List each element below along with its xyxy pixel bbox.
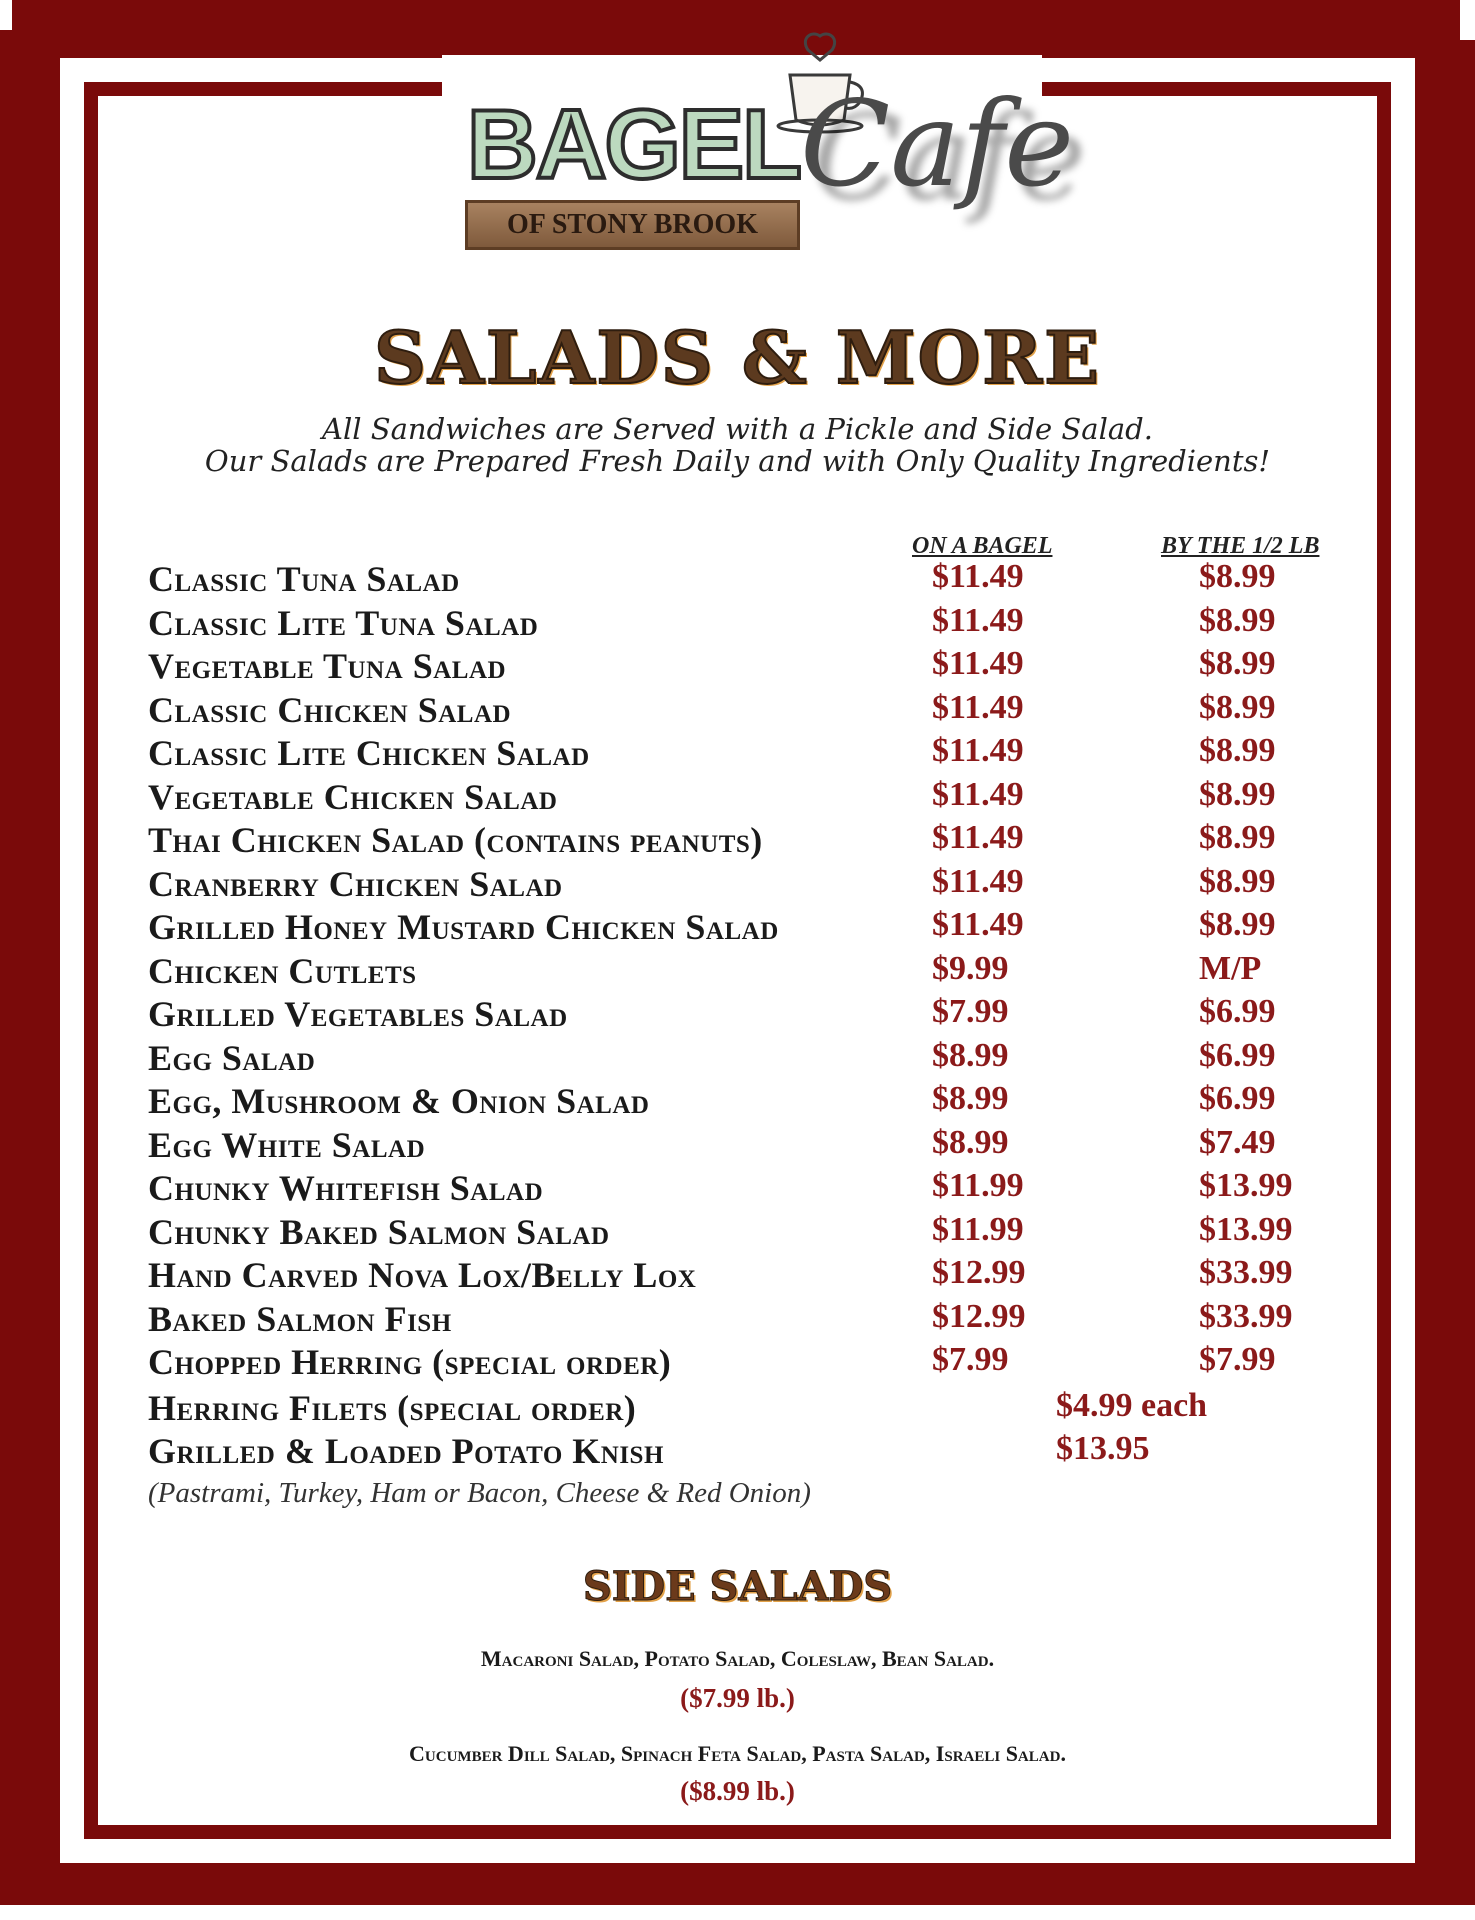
menu-item-price-bagel: $7.99 <box>932 1341 1009 1378</box>
bagel-cafe-logo <box>455 15 1075 285</box>
menu-item-name: Thai Chicken Salad (contains peanuts) <box>148 820 763 860</box>
menu-item-row <box>148 993 1348 1036</box>
menu-item-row <box>148 645 1348 688</box>
menu-item-price-bagel: $11.49 <box>932 819 1024 856</box>
page-title: SALADS & MORE <box>373 315 1102 400</box>
subtitle-line-1: All Sandwiches are Served with a Pickle and Side Salad. <box>322 412 1153 446</box>
column-header-half-lb: BY THE 1/2 LB <box>1161 533 1320 559</box>
frame-bottom-gap <box>0 1905 1475 1920</box>
menu-item-name: Classic Tuna Salad <box>148 559 460 599</box>
menu-item-price-half-lb: $13.99 <box>1199 1167 1293 1204</box>
menu-item-price-half-lb: $7.99 <box>1199 1341 1276 1378</box>
knish-note: (Pastrami, Turkey, Ham or Bacon, Cheese & Red Onion) <box>148 1477 811 1509</box>
logo-location-text: OF STONY BROOK <box>506 209 758 240</box>
menu-item-price: $13.95 <box>1056 1430 1150 1467</box>
menu-item-price-bagel: $12.99 <box>932 1297 1026 1335</box>
menu-item-price-bagel: $9.99 <box>932 949 1009 987</box>
menu-item-price-bagel: $11.49 <box>932 862 1024 900</box>
menu-item-name: Classic Lite Tuna Salad <box>148 602 539 643</box>
subtitle-line-2: Our Salads are Prepared Fresh Daily and with Only Quality Ingredients! <box>204 444 1271 478</box>
menu-item-name: Grilled Honey Mustard Chicken Salad <box>148 907 779 947</box>
menu-item-price-half-lb: $8.99 <box>1199 906 1276 943</box>
menu-item-price-bagel: $11.49 <box>932 645 1024 682</box>
menu-item-row <box>148 863 1348 906</box>
menu-item-name: Grilled & Loaded Potato Knish <box>148 1431 664 1471</box>
side-salads-price-1: ($7.99 lb.) <box>680 1683 795 1713</box>
menu-item-row <box>148 558 1348 601</box>
menu-item-row <box>148 1167 1348 1210</box>
menu-item-price-half-lb: $33.99 <box>1199 1297 1293 1335</box>
menu-item-price-half-lb: M/P <box>1199 949 1262 987</box>
menu-item-price-bagel: $8.99 <box>932 1123 1009 1161</box>
menu-item-price-half-lb: $7.49 <box>1199 1123 1276 1161</box>
menu-item-price-half-lb: $8.99 <box>1199 819 1276 856</box>
menu-item-price-bagel: $11.49 <box>932 601 1024 639</box>
menu-item-row <box>148 1037 1348 1080</box>
menu-item-row <box>148 776 1348 819</box>
menu-item-price-half-lb: $8.99 <box>1199 862 1276 900</box>
menu-item-price-half-lb: $8.99 <box>1199 645 1276 682</box>
menu-item-price: $4.99 each <box>1056 1387 1208 1424</box>
side-salads-group-1: Macaroni Salad, Potato Salad, Coleslaw, Bean Salad. <box>480 1646 995 1671</box>
menu-item-price-bagel: $11.49 <box>932 732 1024 769</box>
frame-corner-gap <box>1460 0 1475 40</box>
menu-item-price-bagel: $8.99 <box>932 1080 1009 1117</box>
menu-item-row <box>148 1387 1348 1430</box>
menu-item-row <box>148 1080 1348 1123</box>
menu-item-price-bagel: $11.99 <box>932 1210 1024 1248</box>
menu-item-price-half-lb: $8.99 <box>1199 688 1276 726</box>
menu-item-name: Baked Salmon Fish <box>148 1298 452 1339</box>
menu-item-price-half-lb: $8.99 <box>1199 775 1276 813</box>
menu-item-name: Classic Lite Chicken Salad <box>148 733 590 773</box>
menu-item-row <box>148 602 1348 645</box>
menu-item-price-half-lb: $6.99 <box>1199 993 1276 1030</box>
menu-item-price-half-lb: $8.99 <box>1199 558 1276 595</box>
column-header-bagel: ON A BAGEL <box>912 533 1053 559</box>
menu-item-price-bagel: $8.99 <box>932 1036 1009 1074</box>
menu-item-row <box>148 950 1348 993</box>
menu-item-price-bagel: $11.49 <box>932 558 1024 595</box>
menu-item-name: Egg, Mushroom & Onion Salad <box>148 1081 650 1121</box>
menu-item-row <box>148 1124 1348 1167</box>
menu-item-name: Vegetable Chicken Salad <box>148 776 558 817</box>
menu-item-row <box>148 1211 1348 1254</box>
menu-item-name: Vegetable Tuna Salad <box>148 646 507 686</box>
side-salads-group-2: Cucumber Dill Salad, Spinach Feta Salad, Pasta Salad, Israeli Salad. <box>409 1741 1066 1766</box>
menu-item-name: Grilled Vegetables Salad <box>148 994 568 1034</box>
menu-item-price-half-lb: $8.99 <box>1199 601 1276 639</box>
menu-item-name: Egg Salad <box>148 1037 316 1078</box>
menu-item-row <box>148 819 1348 862</box>
menu-item-price-bagel: $11.49 <box>932 906 1024 943</box>
menu-item-price-half-lb: $13.99 <box>1199 1210 1293 1248</box>
logo-wood-board <box>465 200 800 250</box>
menu-item-name: Cranberry Chicken Salad <box>148 863 563 904</box>
menu-item-row <box>148 1430 1348 1473</box>
menu-item-name: Chunky Baked Salmon Salad <box>148 1211 610 1252</box>
menu-item-row <box>148 906 1348 949</box>
menu-item-price-bagel: $11.49 <box>932 775 1024 813</box>
side-salads-price-2: ($8.99 lb.) <box>680 1776 795 1806</box>
logo-bagel-text: BAGEL <box>467 89 800 199</box>
logo-cafe-text: Cafe <box>800 75 1075 213</box>
menu-item-name: Chunky Whitefish Salad <box>148 1168 544 1208</box>
side-salads-title: SIDE SALADS <box>582 1563 893 1610</box>
menu-item-name: Chicken Cutlets <box>148 950 417 991</box>
menu-item-row <box>148 732 1348 775</box>
menu-item-row <box>148 1341 1348 1384</box>
menu-item-price-half-lb: $33.99 <box>1199 1254 1293 1291</box>
menu-item-price-bagel: $11.99 <box>932 1167 1024 1204</box>
menu-item-row <box>148 1298 1348 1341</box>
menu-item-price-half-lb: $6.99 <box>1199 1080 1276 1117</box>
menu-item-price-half-lb: $8.99 <box>1199 732 1276 769</box>
menu-item-price-bagel: $12.99 <box>932 1254 1026 1291</box>
frame-corner-gap <box>0 0 12 30</box>
menu-item-name: Chopped Herring (special order) <box>148 1342 672 1382</box>
menu-item-name: Hand Carved Nova Lox/Belly Lox <box>148 1255 697 1295</box>
menu-item-price-bagel: $7.99 <box>932 993 1009 1030</box>
menu-item-name: Egg White Salad <box>148 1124 426 1165</box>
menu-item-name: Herring Filets (special order) <box>148 1388 637 1428</box>
menu-item-price-half-lb: $6.99 <box>1199 1036 1276 1074</box>
menu-item-row <box>148 1254 1348 1297</box>
menu-item-row <box>148 689 1348 732</box>
menu-item-name: Classic Chicken Salad <box>148 689 512 730</box>
menu-item-price-bagel: $11.49 <box>932 688 1024 726</box>
